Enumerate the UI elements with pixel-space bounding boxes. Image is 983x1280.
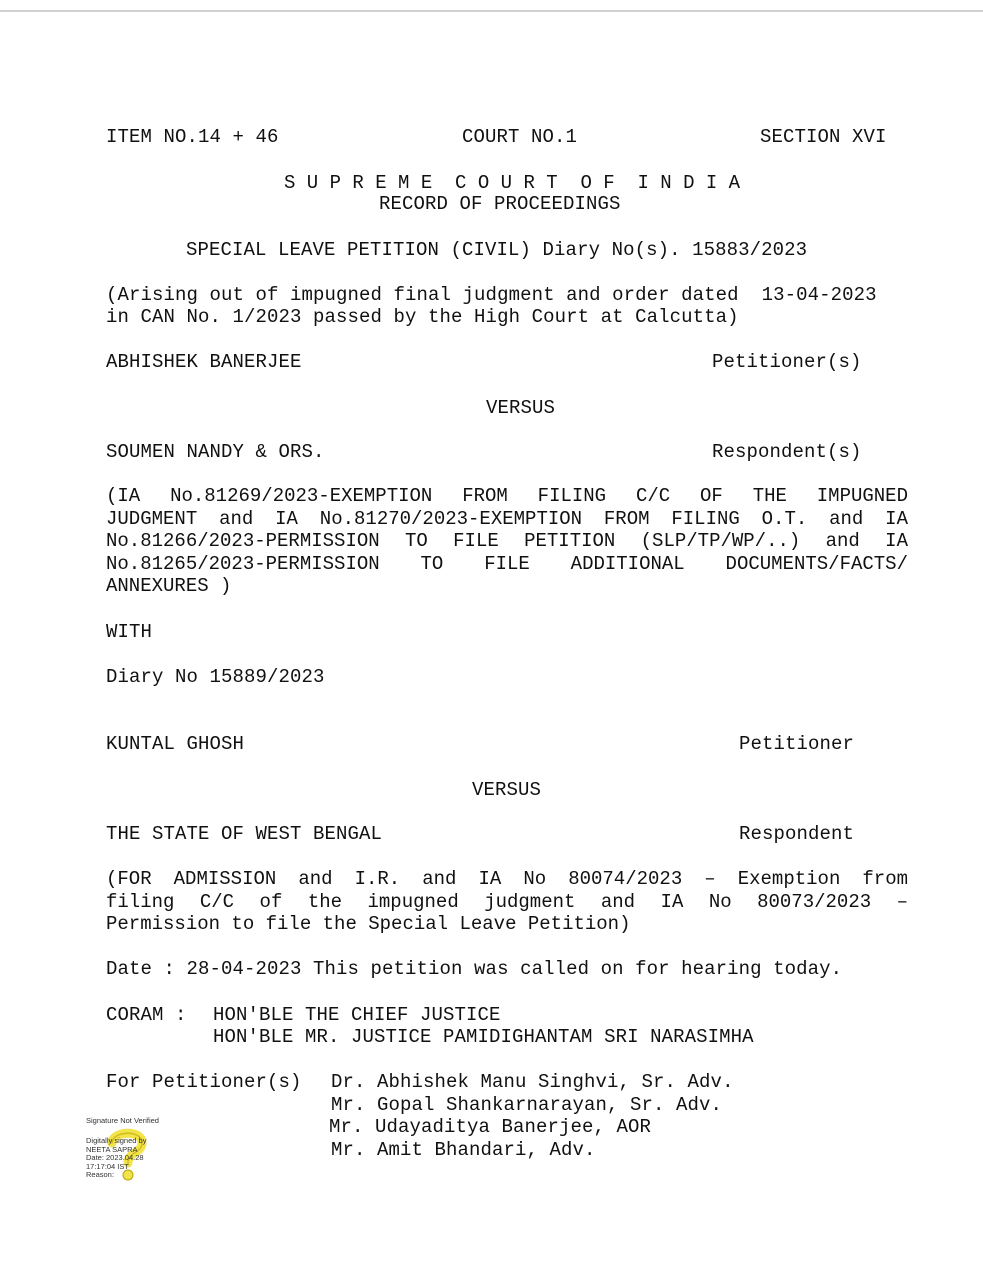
judge-name: HON'BLE MR. JUSTICE PAMIDIGHANTAM SRI NARASIMHA (213, 1026, 754, 1048)
ia-line: No.81266/2023-PERMISSION TO FILE PETITION (SLP/TP/WP/..) and IA (106, 530, 908, 552)
signature-line: Signature Not Verified (86, 1116, 159, 1125)
coram-label: CORAM : (106, 1004, 187, 1026)
admission-line: Permission to file the Special Leave Petition) (106, 913, 631, 935)
page-top-border (0, 10, 983, 12)
signature-line: 17:17:04 IST (86, 1161, 129, 1171)
petitioner-role: Petitioner(s) (712, 351, 862, 373)
court-name: S U P R E M E C O U R T O F I N D I A (284, 172, 741, 194)
item-number: ITEM NO.14 + 46 (106, 126, 279, 148)
counsel-name: Mr. Udayaditya Banerjee, AOR (329, 1116, 652, 1138)
ia-line: ANNEXURES ) (106, 575, 232, 597)
versus-label: VERSUS (486, 397, 556, 419)
judge-name: HON'BLE THE CHIEF JUSTICE (213, 1004, 501, 1026)
arising-line: (Arising out of impugned final judgment and order dated 13-04-2023 (106, 284, 877, 306)
signature-line: Digitally signed by (86, 1136, 147, 1146)
ia-line: (IA No.81269/2023-EXEMPTION FROM FILING C/C OF THE IMPUGNED (106, 485, 908, 507)
respondent-name: THE STATE OF WEST BENGAL (106, 823, 383, 845)
ia-line: JUDGMENT and IA No.81270/2023-EXEMPTION FROM FILING O.T. and IA (106, 507, 908, 530)
arising-line: in CAN No. 1/2023 passed by the High Court at Calcutta) (106, 306, 739, 328)
ia-applications-block (106, 485, 908, 598)
with-label: WITH (106, 621, 153, 643)
respondent-role: Respondent(s) (712, 441, 862, 463)
section-number: SECTION XVI (760, 126, 887, 148)
versus-label: VERSUS (472, 779, 542, 801)
petitioner-role: Petitioner (739, 733, 855, 755)
respondent-role: Respondent (739, 823, 855, 845)
counsel-name: Mr. Gopal Shankarnarayan, Sr. Adv. (331, 1094, 723, 1116)
petitioner-name: ABHISHEK BANERJEE (106, 351, 302, 373)
admission-line: (FOR ADMISSION and I.R. and IA No 80074/2023 – Exemption from (106, 868, 908, 890)
signature-line: NEETA SAPRA (86, 1144, 138, 1154)
respondent-name: SOUMEN NANDY & ORS. (106, 441, 325, 463)
petitioner-name: KUNTAL GHOSH (106, 733, 245, 755)
signature-line: Date: 2023.04.28 (86, 1153, 144, 1163)
court-number: COURT NO.1 (462, 126, 578, 148)
digital-signature-stamp (86, 1117, 176, 1179)
case-title: SPECIAL LEAVE PETITION (CIVIL) Diary No(s). 15883/2023 (186, 239, 808, 261)
counsel-name: Dr. Abhishek Manu Singhvi, Sr. Adv. (331, 1071, 734, 1093)
diary-number: Diary No 15889/2023 (106, 666, 325, 688)
hearing-date-line: Date : 28-04-2023 This petition was called on for hearing today. (106, 958, 843, 980)
record-of-proceedings: RECORD OF PROCEEDINGS (379, 193, 621, 215)
admission-line: filing C/C of the impugned judgment and IA No 80073/2023 – (106, 890, 908, 913)
ia-line: No.81265/2023-PERMISSION TO FILE ADDITIONAL DOCUMENTS/FACTS/ (106, 552, 908, 575)
signature-line: Reason: (86, 1170, 114, 1180)
counsel-name: Mr. Amit Bhandari, Adv. (331, 1139, 596, 1161)
counsel-label: For Petitioner(s) (106, 1071, 302, 1093)
admission-block (106, 868, 908, 936)
